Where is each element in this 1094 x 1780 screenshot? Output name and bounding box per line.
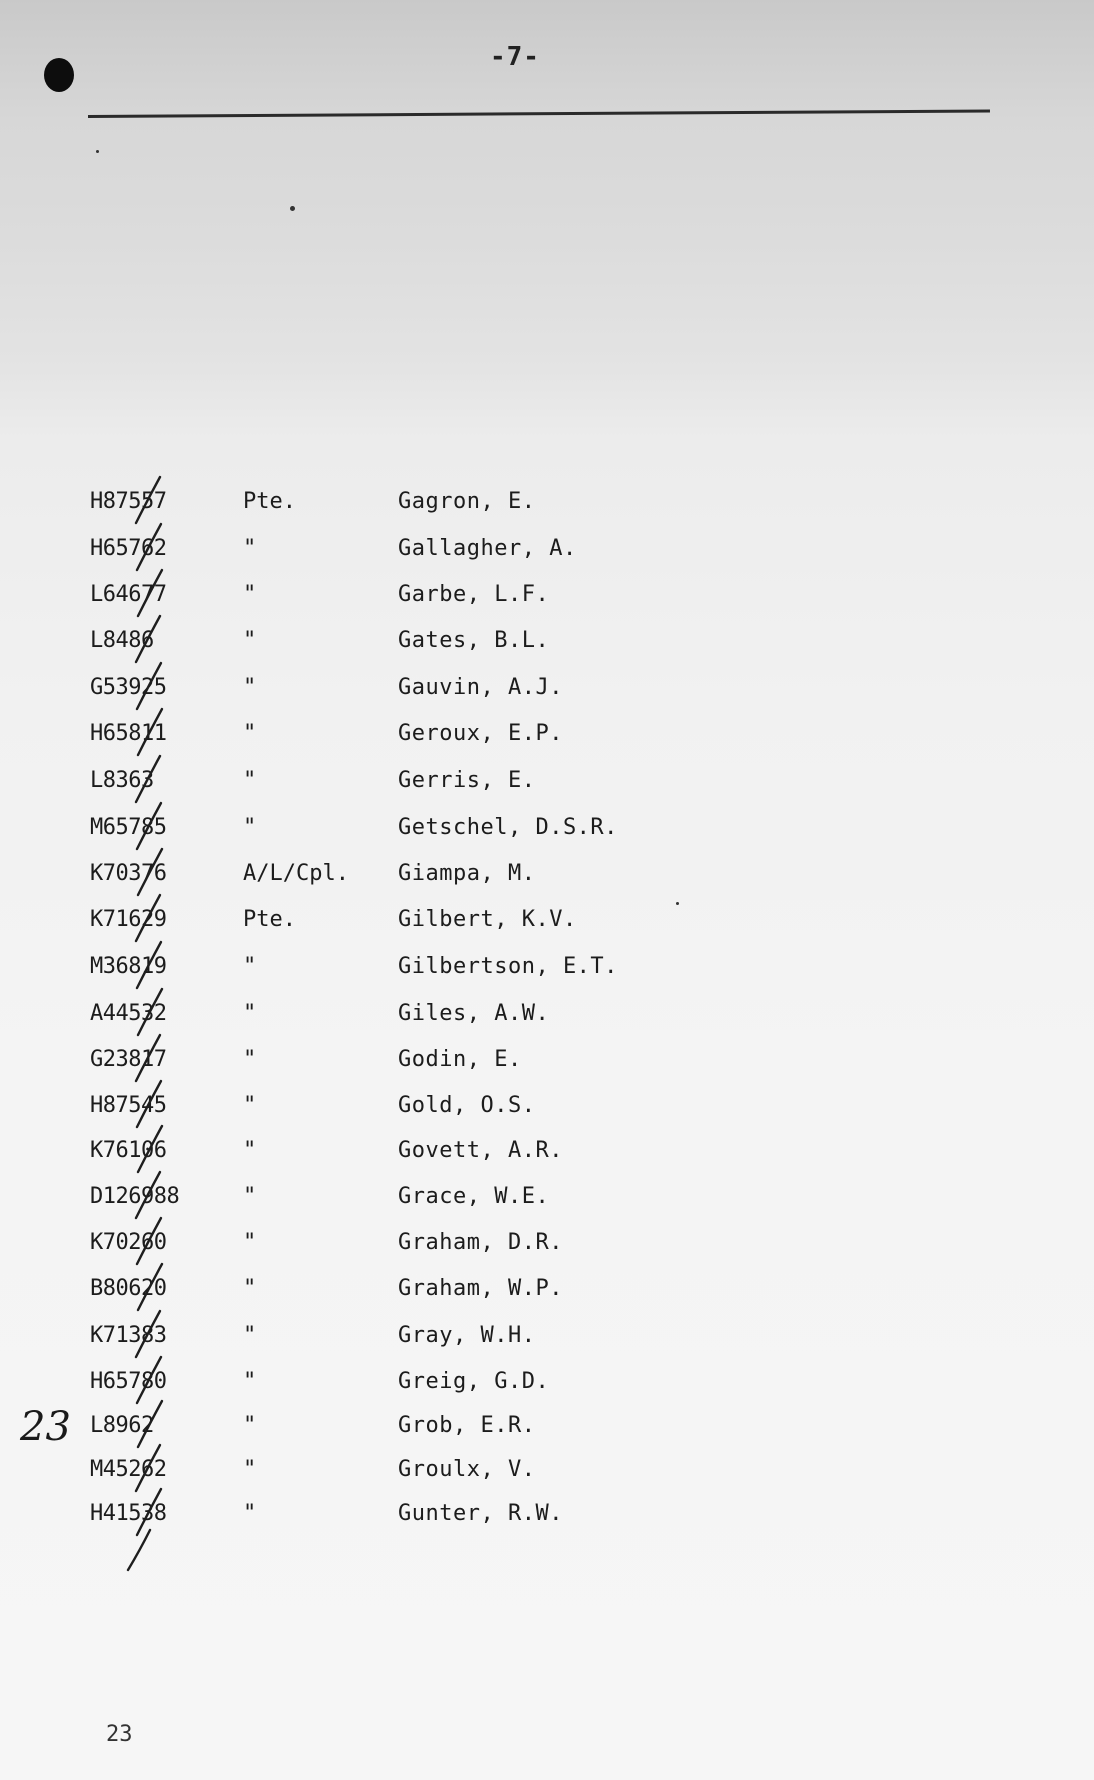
rank: "	[243, 768, 257, 793]
service-number: K71383	[90, 1323, 167, 1348]
soldier-name: Godin, E.	[398, 1047, 522, 1072]
roster-row	[0, 861, 1094, 901]
rank: "	[243, 721, 257, 746]
soldier-name: Gagron, E.	[398, 489, 536, 514]
service-number: G23817	[90, 1047, 167, 1072]
roster-row	[0, 907, 1094, 947]
soldier-name: Gerris, E.	[398, 768, 536, 793]
rank: "	[243, 815, 257, 840]
service-number: M45262	[90, 1457, 167, 1482]
roster-row	[0, 1138, 1094, 1178]
rank: A/L/Cpl.	[243, 861, 349, 886]
handwritten-margin-number: 23	[20, 1404, 71, 1450]
soldier-name: Gilbert, K.V.	[398, 907, 577, 932]
roster-row	[0, 1184, 1094, 1224]
page-number: -7-	[490, 42, 540, 72]
rank: "	[243, 536, 257, 561]
roster-row	[0, 1047, 1094, 1087]
roster-row	[0, 1323, 1094, 1363]
rank: "	[243, 954, 257, 979]
service-number: H87545	[90, 1093, 167, 1118]
roster-row	[0, 1001, 1094, 1041]
roster-row	[0, 1230, 1094, 1270]
soldier-name: Graham, D.R.	[398, 1230, 563, 1255]
rank: "	[243, 1047, 257, 1072]
service-number: M36819	[90, 954, 167, 979]
soldier-name: Grace, W.E.	[398, 1184, 550, 1209]
roster-row	[0, 675, 1094, 715]
rank: "	[243, 628, 257, 653]
roster-row	[0, 582, 1094, 622]
soldier-name: Govett, A.R.	[398, 1138, 563, 1163]
roster-row	[0, 815, 1094, 855]
roster-row	[0, 1501, 1094, 1541]
roster-row	[0, 1413, 1094, 1453]
rank: "	[243, 1184, 257, 1209]
roster-row	[0, 536, 1094, 576]
soldier-name: Garbe, L.F.	[398, 582, 550, 607]
service-number: H41538	[90, 1501, 167, 1526]
service-number: L8962	[90, 1413, 154, 1438]
service-number: G53925	[90, 675, 167, 700]
soldier-name: Gates, B.L.	[398, 628, 550, 653]
rank: "	[243, 1093, 257, 1118]
soldier-name: Greig, G.D.	[398, 1369, 550, 1394]
roster-row	[0, 1093, 1094, 1133]
roster-row	[0, 1457, 1094, 1497]
roster-row	[0, 1369, 1094, 1409]
footer-number: 23	[106, 1722, 133, 1747]
roster-row	[0, 954, 1094, 994]
service-number: L64677	[90, 582, 167, 607]
service-number: H87557	[90, 489, 167, 514]
rank: "	[243, 1369, 257, 1394]
service-number: M65785	[90, 815, 167, 840]
roster-row	[0, 1276, 1094, 1316]
rank: "	[243, 1001, 257, 1026]
rank: "	[243, 1138, 257, 1163]
soldier-name: Groulx, V.	[398, 1457, 536, 1482]
soldier-name: Giampa, M.	[398, 861, 536, 886]
service-number: H65811	[90, 721, 167, 746]
roster-row	[0, 721, 1094, 761]
service-number: K70376	[90, 861, 167, 886]
rank: "	[243, 582, 257, 607]
service-number: K71629	[90, 907, 167, 932]
rank: "	[243, 675, 257, 700]
roster-row	[0, 628, 1094, 668]
soldier-name: Gallagher, A.	[398, 536, 577, 561]
rank: "	[243, 1276, 257, 1301]
soldier-name: Giles, A.W.	[398, 1001, 550, 1026]
service-number: H65762	[90, 536, 167, 561]
service-number: K70260	[90, 1230, 167, 1255]
soldier-name: Gauvin, A.J.	[398, 675, 563, 700]
service-number: L8363	[90, 768, 154, 793]
service-number: H65780	[90, 1369, 167, 1394]
soldier-name: Geroux, E.P.	[398, 721, 563, 746]
service-number: K76106	[90, 1138, 167, 1163]
soldier-name: Gold, O.S.	[398, 1093, 536, 1118]
service-number: B80620	[90, 1276, 167, 1301]
soldier-name: Gilbertson, E.T.	[398, 954, 618, 979]
service-number: D126988	[90, 1184, 180, 1209]
rank: "	[243, 1230, 257, 1255]
service-number: A44532	[90, 1001, 167, 1026]
rank: "	[243, 1323, 257, 1348]
soldier-name: Graham, W.P.	[398, 1276, 563, 1301]
rank: Pte.	[243, 907, 296, 932]
soldier-name: Grob, E.R.	[398, 1413, 536, 1438]
service-number: L8486	[90, 628, 154, 653]
rank: "	[243, 1413, 257, 1438]
soldier-name: Gray, W.H.	[398, 1323, 536, 1348]
soldier-name: Gunter, R.W.	[398, 1501, 563, 1526]
rank: "	[243, 1501, 257, 1526]
roster-row	[0, 489, 1094, 529]
roster-row	[0, 768, 1094, 808]
soldier-name: Getschel, D.S.R.	[398, 815, 618, 840]
rank: "	[243, 1457, 257, 1482]
rank: Pte.	[243, 489, 296, 514]
